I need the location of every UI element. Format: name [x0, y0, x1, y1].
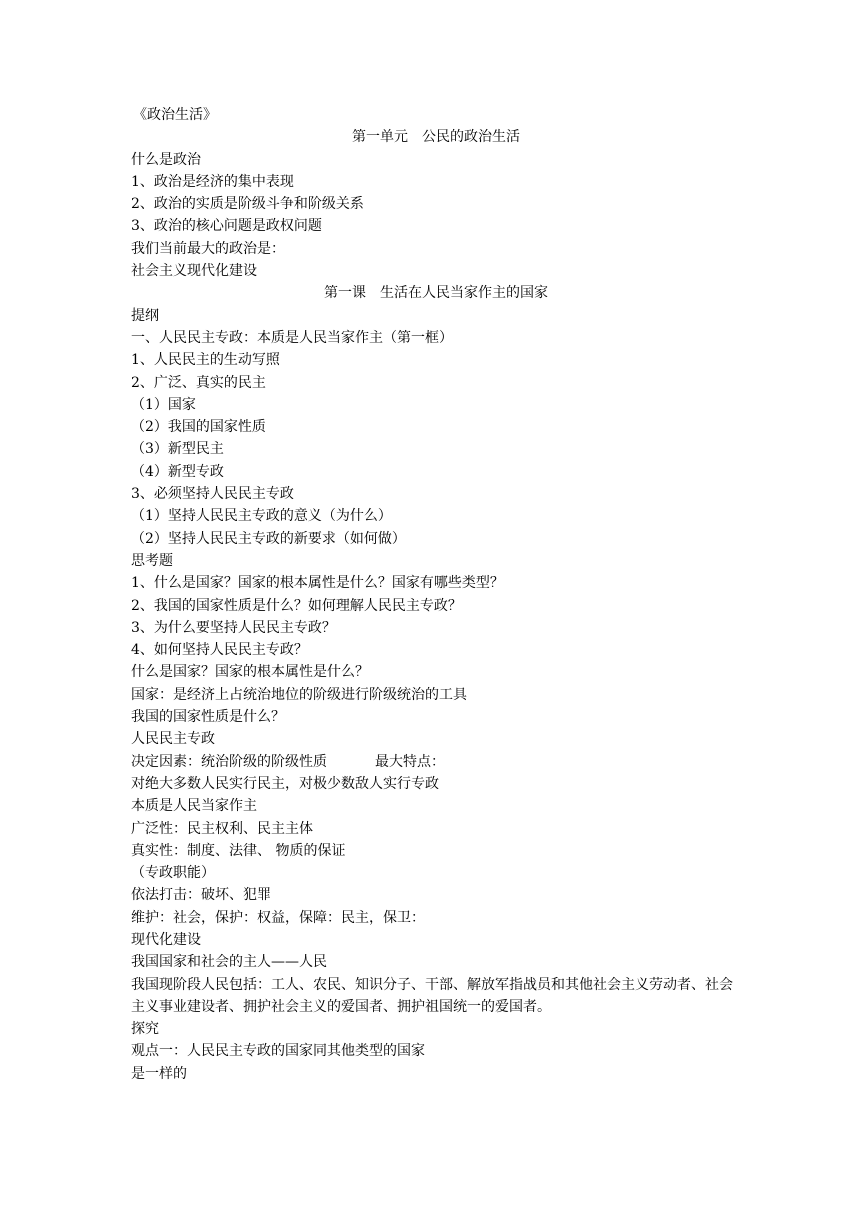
- text-line: 本质是人民当家作主: [131, 798, 257, 815]
- text-line: 维护：社会，保护：权益，保障：民主，保卫：: [131, 909, 425, 926]
- long-paragraph: 我国现阶段人民包括：工人、农民、知识分子、干部、解放军指战员和其他社会主义劳动者、社会主义事业建设者、拥护社会主义的爱国者、拥护祖国统一的爱国者。: [131, 976, 733, 1015]
- text-line: 什么是国家？国家的根本属性是什么？: [131, 664, 369, 681]
- text-line: 依法打击：破坏、犯罪: [131, 887, 271, 904]
- text-line: 广泛性：民主权利、民主主体: [131, 820, 313, 837]
- text-line: 什么是政治: [131, 151, 201, 168]
- text-line: （2）坚持人民民主专政的新要求（如何做）: [131, 530, 406, 547]
- text-line: 探究: [131, 1021, 159, 1038]
- factor-right: 最大特点：: [375, 753, 445, 770]
- text-line: 是一样的: [131, 1065, 187, 1082]
- text-line: 4、如何坚持人民民主专政？: [131, 642, 308, 659]
- text-line: （专政职能）: [131, 865, 215, 882]
- book-title: 《政治生活》: [133, 107, 217, 123]
- text-line: 3、必须坚持人民民主专政: [131, 486, 294, 503]
- text-line: 真实性：制度、法律、 物质的保证: [131, 842, 346, 859]
- text-line: 对绝大多数人民实行民主，对极少数敌人实行专政: [131, 775, 439, 792]
- factor-left: 决定因素：统治阶级的阶级性质: [131, 753, 327, 770]
- text-line: 社会主义现代化建设: [131, 263, 257, 280]
- factor-line: [131, 751, 741, 773]
- text-line: 观点一：人民民主专政的国家同其他类型的国家: [131, 1043, 425, 1060]
- text-line: 我国的国家性质是什么？: [131, 709, 285, 726]
- text-line: 我们当前最大的政治是：: [131, 240, 285, 257]
- text-line: 思考题: [131, 552, 173, 569]
- text-line: （2）我国的国家性质: [131, 419, 266, 436]
- text-line: 3、政治的核心问题是政权问题: [131, 218, 322, 235]
- text-line: 国家：是经济上占统治地位的阶级进行阶级统治的工具: [131, 686, 467, 703]
- text-line: 提纲: [131, 307, 159, 324]
- text-line: 2、我国的国家性质是什么？如何理解人民民主专政？: [131, 597, 462, 614]
- text-line: （3）新型民主: [131, 441, 224, 458]
- text-line: （1）国家: [131, 396, 196, 413]
- text-line: 1、什么是国家？国家的根本属性是什么？国家有哪些类型？: [131, 575, 504, 592]
- unit-title: 第一单元 公民的政治生活: [352, 129, 520, 146]
- text-line: 一、人民民主专政：本质是人民当家作主（第一框）: [131, 329, 453, 346]
- lesson-title: 第一课 生活在人民当家作主的国家: [324, 285, 548, 302]
- text-line: （1）坚持人民民主专政的意义（为什么）: [131, 508, 392, 525]
- text-line: 现代化建设: [131, 931, 201, 948]
- text-line: 人民民主专政: [131, 731, 215, 748]
- text-line: 1、人民民主的生动写照: [131, 352, 280, 369]
- text-line: （4）新型专政: [131, 463, 224, 480]
- text-line: 3、为什么要坚持人民民主专政？: [131, 619, 336, 636]
- text-line: 我国国家和社会的主人——人民: [131, 954, 327, 971]
- text-line: 2、广泛、真实的民主: [131, 374, 266, 391]
- text-line: 1、政治是经济的集中表现: [131, 173, 294, 190]
- document-body: [131, 104, 741, 1085]
- text-line: 2、政治的实质是阶级斗争和阶级关系: [131, 196, 364, 213]
